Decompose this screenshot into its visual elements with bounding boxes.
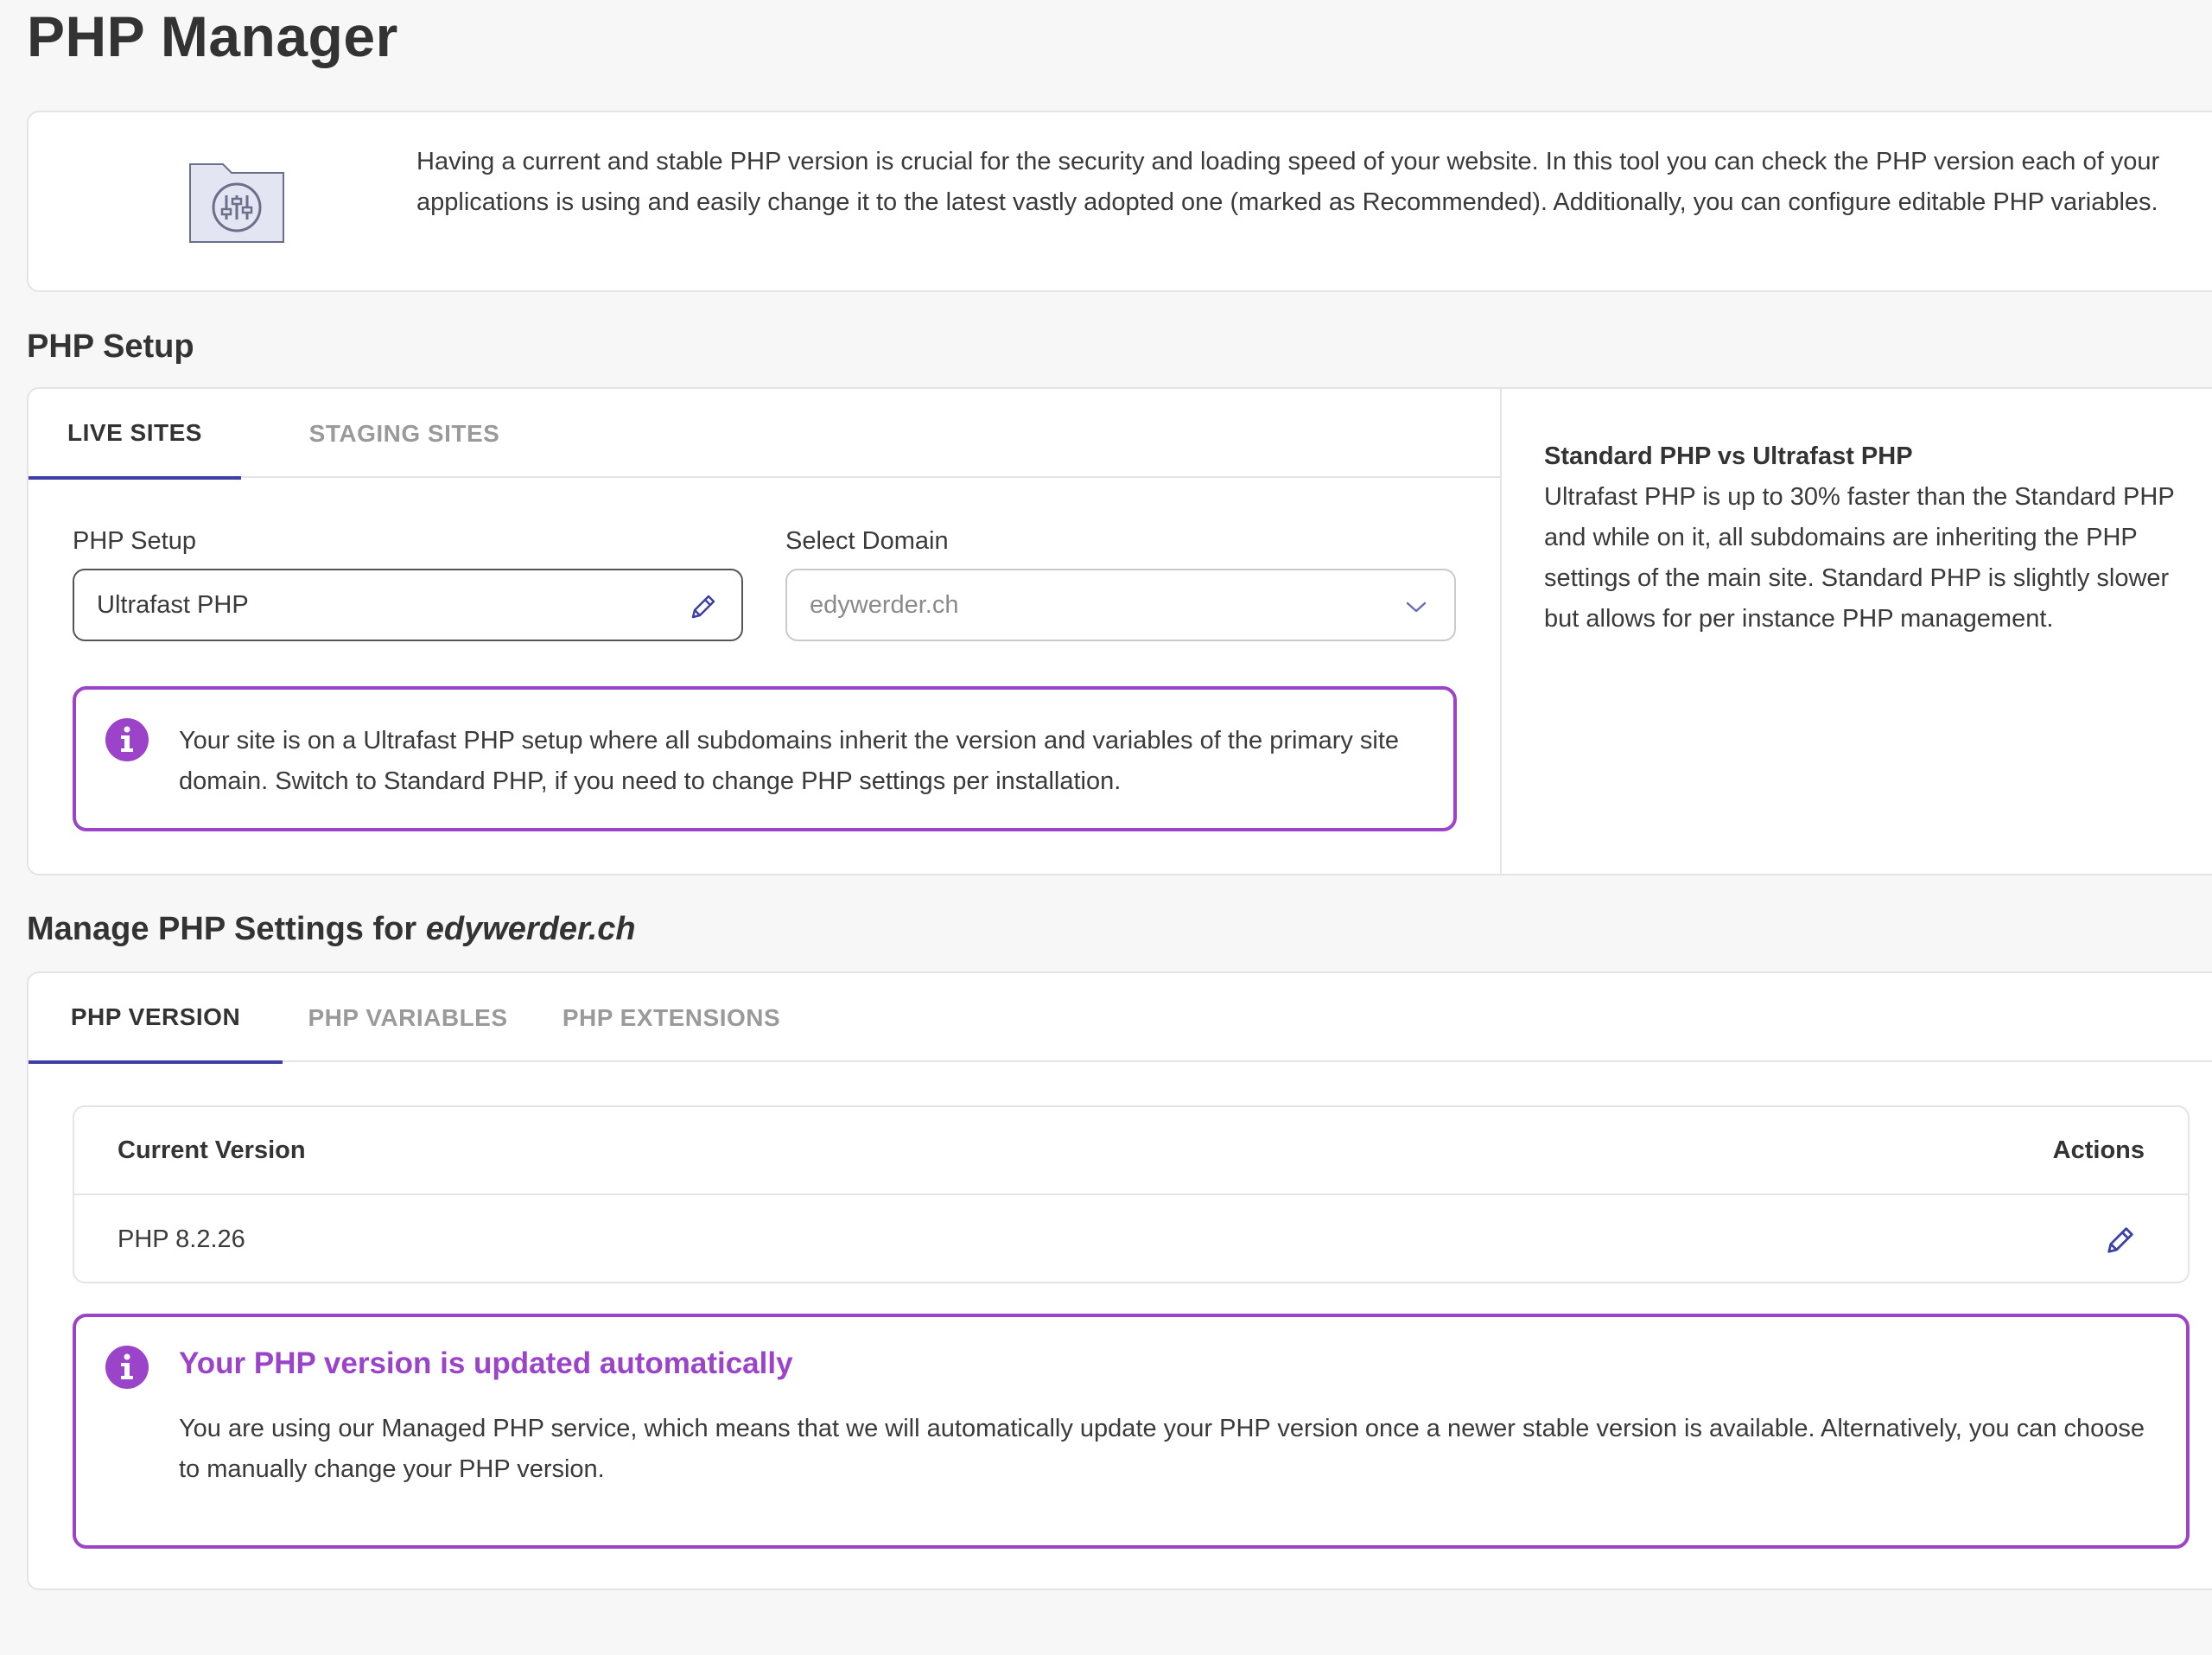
setup-tabs — [29, 389, 1500, 478]
managed-php-text: You are using our Managed PHP service, which means that we will automatically update your PHP version once a newer stable version is available. Alternatively, you can choose to manually change your PHP version. — [179, 1415, 2145, 1483]
managed-php-notice — [73, 1314, 2190, 1549]
php-comparison-info — [1544, 436, 2201, 640]
php-setup-card — [27, 387, 2212, 875]
intro-card — [27, 111, 2212, 292]
pencil-icon[interactable] — [688, 591, 719, 622]
manage-title-prefix: Manage PHP Settings for — [27, 911, 426, 947]
page-title: PHP Manager — [27, 4, 398, 68]
manage-php-heading — [27, 911, 636, 948]
tab-live-sites[interactable]: LIVE SITES — [29, 389, 241, 480]
ultrafast-notice-text: Your site is on a Ultrafast PHP setup where all subdomains inherit the version and variables of the primary site domain. Switch to Standard PHP, if you need to change PHP settings per installation. — [179, 727, 1400, 795]
column-actions: Actions — [2052, 1136, 2145, 1164]
edit-version-button[interactable] — [2103, 1223, 2138, 1264]
manage-php-card — [27, 971, 2212, 1590]
current-version-value: PHP 8.2.26 — [118, 1225, 245, 1253]
manage-title-domain: edywerder.ch — [425, 911, 636, 947]
pencil-icon[interactable] — [2103, 1223, 2138, 1257]
table-header-row — [74, 1107, 2188, 1195]
php-version-table — [73, 1105, 2190, 1283]
info-icon — [105, 1345, 149, 1390]
manage-tabs — [29, 973, 2212, 1062]
tab-php-version[interactable]: PHP VERSION — [29, 973, 283, 1064]
select-domain-label: Select Domain — [785, 527, 949, 555]
chevron-down-icon — [1401, 591, 1432, 622]
php-comparison-text: Ultrafast PHP is up to 30% faster than the Standard PHP and while on it, all subdomains are inheriting the PHP settings of the main site. Standard PHP is slightly slower but allows for per instance PHP management. — [1544, 483, 2175, 633]
php-setup-label: PHP Setup — [73, 527, 196, 555]
tab-staging-sites[interactable]: STAGING SITES — [308, 419, 500, 447]
php-setup-heading: PHP Setup — [27, 328, 194, 365]
php-setup-value: Ultrafast PHP — [97, 590, 249, 619]
domain-select[interactable] — [785, 569, 1456, 641]
domain-select-value: edywerder.ch — [810, 590, 959, 619]
php-comparison-heading: Standard PHP vs Ultrafast PHP — [1544, 442, 1913, 470]
managed-php-headline: Your PHP version is updated automatically — [179, 1346, 793, 1380]
info-icon — [105, 717, 149, 762]
column-current-version: Current Version — [118, 1136, 306, 1164]
php-settings-folder-icon — [188, 162, 285, 244]
table-row — [74, 1195, 2188, 1283]
tab-php-variables[interactable]: PHP VARIABLES — [308, 1003, 508, 1031]
intro-text: Having a current and stable PHP version is crucial for the security and loading speed of your website. In this tool you can check the PHP version each of your applications is using and easily change it to the latest vastly adopted one (marked as Recommended). Additionally, you can configure editable PHP variables. — [416, 148, 2160, 216]
ultrafast-notice — [73, 686, 1457, 831]
vertical-divider — [1500, 389, 1502, 874]
tab-php-extensions[interactable]: PHP EXTENSIONS — [562, 1003, 781, 1031]
php-setup-field[interactable] — [73, 569, 743, 641]
